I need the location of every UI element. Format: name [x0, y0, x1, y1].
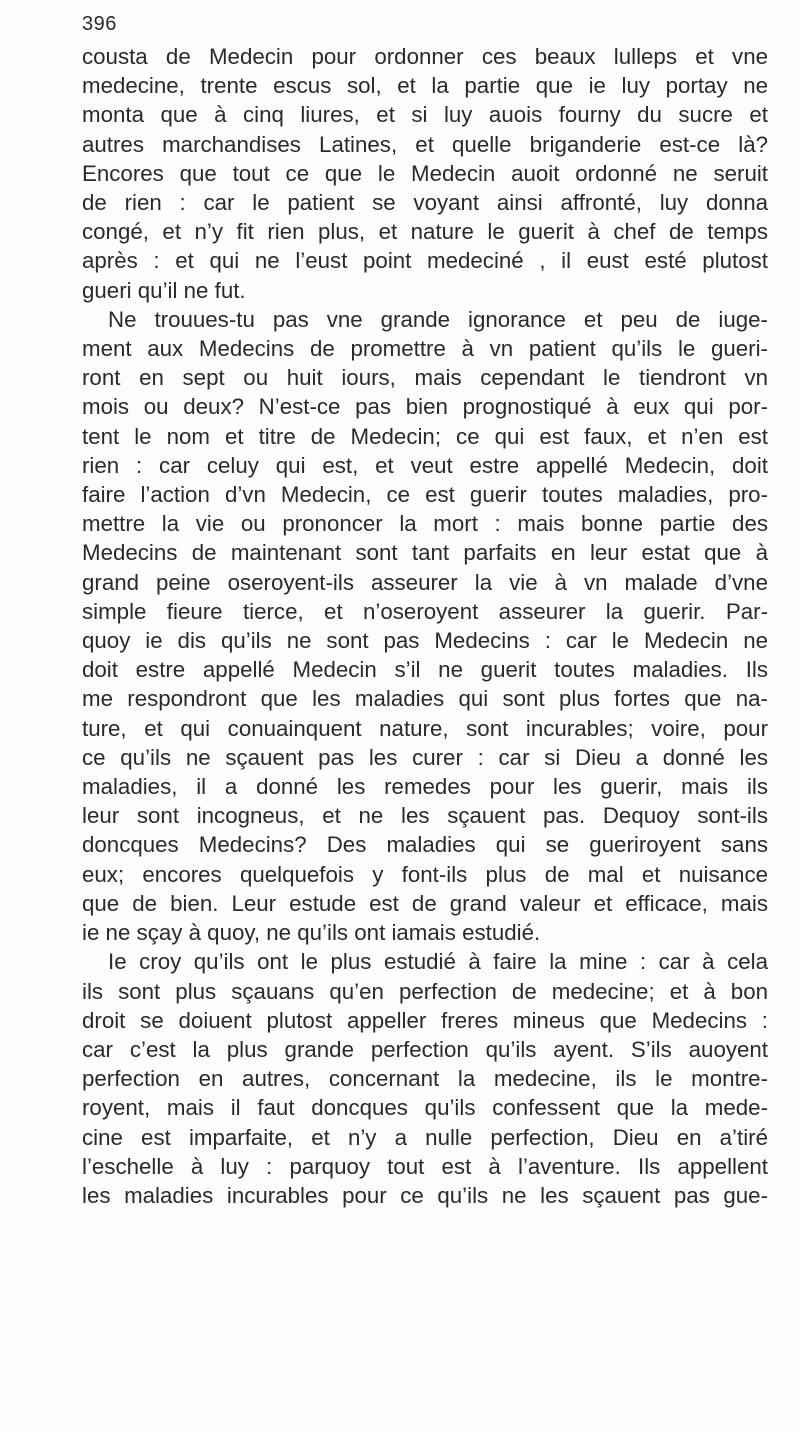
text-line: eux; encores quelquefois y font-ils plus de mal et nuisance	[82, 861, 768, 887]
text-line: mois ou deux? N’est-ce pas bien prognostiqué à eux qui por-	[82, 394, 768, 420]
text-line: perfection en autres, concernant la medecine, ils le montre-	[82, 1066, 768, 1092]
text-line: les maladies incurables pour ce qu’ils ne les sçauent pas gue-	[82, 1182, 768, 1208]
text-line: droit se doiuent plutost appeller freres mineus que Medecins :	[82, 1007, 768, 1033]
book-page	[82, 6, 768, 1210]
body-text	[82, 42, 768, 1210]
text-line: ils sont plus sçauans qu’en perfection de medecine; et à bon	[82, 978, 768, 1004]
text-line: doncques Medecins? Des maladies qui se gueriroyent sans	[82, 832, 768, 858]
text-line: car c’est la plus grande perfection qu’ils ayent. S’ils auoyent	[82, 1036, 768, 1062]
text-line: maladies, il a donné les remedes pour les guerir, mais ils	[82, 774, 768, 800]
text-line: gueri qu’il ne fut.	[82, 277, 246, 303]
text-line: tent le nom et titre de Medecin; ce qui est faux, et n’en est	[82, 423, 768, 449]
text-line: monta que à cinq liures, et si luy auois fourny du sucre et	[82, 102, 768, 128]
text-line: medecine, trente escus sol, et la partie que ie luy portay ne	[82, 73, 768, 99]
text-line: rien : car celuy qui est, et veut estre appellé Medecin, doit	[82, 452, 768, 478]
text-line: Ie croy qu’ils ont le plus estudié à faire la mine : car à cela	[108, 949, 768, 975]
text-line: Medecins de maintenant sont tant parfaits en leur estat que à	[82, 540, 768, 566]
text-line: que de bien. Leur estude est de grand valeur et efficace, mais	[82, 890, 768, 916]
text-line: ment aux Medecins de promettre à vn patient qu’ils le gueri-	[82, 336, 768, 362]
text-line: cousta de Medecin pour ordonner ces beaux lulleps et vne	[82, 44, 768, 69]
text-line: autres marchandises Latines, et quelle briganderie est-ce là?	[82, 131, 768, 157]
text-line: leur sont incogneus, et ne les sçauent pas. Dequoy sont-ils	[82, 803, 768, 829]
text-line: faire l’action d’vn Medecin, ce est guerir toutes maladies, pro-	[82, 482, 768, 508]
text-line: cine est imparfaite, et n’y a nulle perfection, Dieu en a’tiré	[82, 1124, 768, 1150]
text-line: ce qu’ils ne sçauent pas les curer : car si Dieu a donné les	[82, 744, 768, 770]
text-line: ture, et qui conuainquent nature, sont incurables; voire, pour	[82, 715, 768, 741]
text-line: simple fieure tierce, et n’oseroyent asseurer la guerir. Par-	[82, 598, 768, 624]
text-line: l’eschelle à luy : parquoy tout est à l’aventure. Ils appellent	[82, 1153, 768, 1179]
text-line: Ne trouues-tu pas vne grande ignorance et peu de iuge-	[108, 306, 768, 332]
text-line: Encores que tout ce que le Medecin auoit ordonné ne seruit	[82, 160, 768, 186]
text-line: congé, et n’y fit rien plus, et nature le guerit à chef de temps	[82, 219, 768, 245]
text-line: après : et qui ne l’eust point medeciné , il eust esté plutost	[82, 248, 768, 274]
text-line: grand peine oseroyent-ils asseurer la vie à vn malade d’vne	[82, 569, 768, 595]
text-line: doit estre appellé Medecin s’il ne guerit toutes maladies. Ils	[82, 657, 768, 683]
text-line: me respondront que les maladies qui sont plus fortes que na-	[82, 686, 768, 712]
text-line: quoy ie dis qu’ils ne sont pas Medecins : car le Medecin ne	[82, 628, 768, 654]
text-line: mettre la vie ou prononcer la mort : mais bonne partie des	[82, 511, 768, 537]
text-line: ront en sept ou huit iours, mais cependant le tiendront vn	[82, 365, 768, 391]
text-line: ie ne sçay à quoy, ne qu’ils ont iamais estudié.	[82, 920, 541, 946]
text-line: de rien : car le patient se voyant ainsi affronté, luy donna	[82, 190, 768, 216]
text-line: royent, mais il faut doncques qu’ils confessent que la mede-	[82, 1095, 768, 1121]
page-number: 396	[82, 13, 117, 35]
